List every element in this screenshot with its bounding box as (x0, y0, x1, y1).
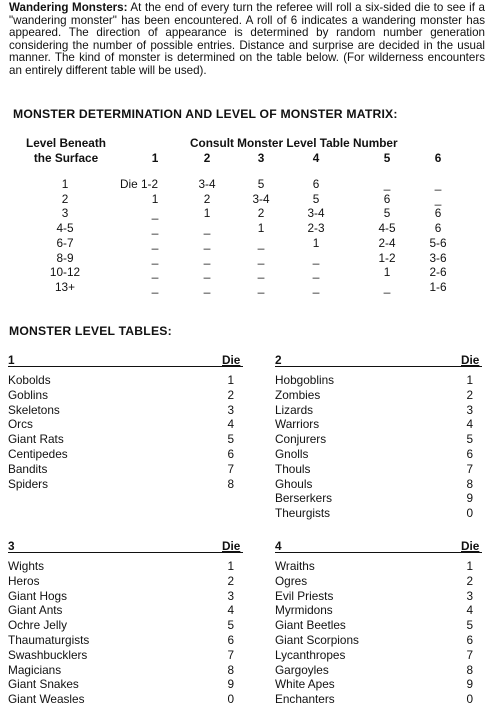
monster-name: Hobgoblins (275, 373, 335, 387)
monster-name: Warriors (275, 417, 320, 432)
matrix-column-header: 4 (312, 151, 320, 165)
die-roll-value: 8 (227, 662, 234, 677)
monster-table-2 (275, 353, 482, 523)
die-roll-value: 6 (227, 633, 234, 647)
matrix-cell: _ (151, 250, 159, 265)
die-roll-value: 4 (466, 417, 473, 432)
matrix-column-header: 1 (151, 151, 159, 165)
monster-name: Ogres (275, 573, 308, 588)
matrix-cell: 6 (312, 177, 320, 191)
table-number: 3 (8, 539, 15, 553)
matrix-cell: _ (312, 279, 320, 294)
matrix-cell: 3-4 (307, 206, 325, 221)
matrix-cell: 2-3 (307, 221, 325, 236)
monster-row (275, 447, 482, 462)
die-roll-value: 2 (227, 573, 234, 588)
matrix-cell: 1 (383, 265, 391, 280)
matrix-cell: _ (434, 191, 442, 206)
monster-row (8, 648, 243, 663)
die-roll-value: 0 (466, 692, 473, 707)
monster-row (275, 677, 482, 692)
monster-name: Theurgists (275, 506, 331, 521)
matrix-cell: 3-4 (198, 177, 216, 191)
die-roll-value: 5 (466, 618, 473, 633)
monster-row (8, 633, 243, 648)
die-roll-value: 9 (466, 491, 473, 506)
matrix-cell: _ (203, 235, 211, 250)
matrix-level-cell: 8-9 (56, 250, 74, 265)
die-roll-value: 1 (466, 559, 473, 573)
die-header: Die (461, 539, 480, 553)
matrix-cell: _ (257, 250, 265, 265)
monster-row (275, 559, 482, 574)
matrix-cell: _ (312, 250, 320, 265)
matrix-level-cell: 3 (61, 206, 69, 221)
matrix-cell: 2 (257, 206, 265, 221)
monster-name: Giant Snakes (8, 677, 79, 692)
monster-row (275, 491, 482, 506)
matrix-cell: 1-2 (378, 250, 396, 265)
matrix-cell: 1 (312, 235, 320, 250)
monster-table-4 (275, 539, 482, 709)
monster-row (8, 388, 243, 403)
die-roll-value: 3 (227, 402, 234, 417)
monster-row (275, 574, 482, 589)
monster-name: Giant Rats (8, 432, 64, 447)
monster-row (275, 373, 482, 388)
die-roll-value: 3 (466, 588, 473, 603)
matrix-cell: 6 (434, 221, 442, 236)
matrix-cell: _ (203, 265, 211, 280)
die-header: Die (222, 353, 241, 367)
monster-name: Heros (8, 573, 40, 588)
matrix-cell: 2-6 (429, 265, 447, 280)
matrix-column-header: 2 (203, 151, 211, 165)
die-roll-value: 5 (466, 432, 473, 447)
die-roll-value: 3 (466, 402, 473, 417)
matrix-cell: _ (312, 265, 320, 280)
matrix-cell: 1-6 (429, 279, 447, 294)
die-roll-value: 6 (466, 633, 473, 647)
matrix-cell: 1 (151, 191, 159, 206)
die-roll-value: 7 (227, 461, 234, 476)
die-roll-value: 4 (227, 417, 234, 432)
matrix-column-header: 5 (383, 151, 391, 165)
die-roll-value: 6 (466, 447, 473, 461)
die-roll-value: 0 (227, 692, 234, 707)
matrix-level-cell: 6-7 (56, 235, 74, 250)
die-roll-value: 3 (227, 588, 234, 603)
monster-row (275, 633, 482, 648)
monster-row (8, 462, 243, 477)
matrix-cell: 3-4 (252, 191, 270, 206)
monster-row (275, 603, 482, 618)
monster-row (275, 648, 482, 663)
die-roll-value: 7 (227, 647, 234, 662)
matrix-level-cell: 4-5 (56, 221, 74, 236)
monster-name: Zombies (275, 387, 321, 402)
monster-name: Gnolls (275, 447, 309, 461)
matrix-cell: _ (434, 177, 442, 191)
matrix-cell: 5 (312, 191, 320, 206)
die-roll-value: 8 (466, 662, 473, 677)
matrix-cell: 3-6 (429, 250, 447, 265)
monster-name: Giant Weasles (8, 692, 85, 707)
monster-name: Giant Beetles (275, 618, 346, 633)
monster-name: Myrmidons (275, 603, 333, 618)
monster-name: Gargoyles (275, 662, 329, 677)
monster-name: Skeletons (8, 402, 60, 417)
matrix-cell: 5 (383, 206, 391, 221)
matrix-column-header: 6 (434, 151, 442, 165)
monster-name: Swashbucklers (8, 647, 88, 662)
wandering-monsters-paragraph (9, 2, 485, 77)
die-roll-value: 8 (227, 476, 234, 491)
monster-row (8, 417, 243, 432)
monster-row (8, 692, 243, 707)
matrix-cell: 2-4 (378, 235, 396, 250)
monster-row (275, 506, 482, 521)
monster-name: Thaumaturgists (8, 633, 90, 647)
monster-name: Giant Hogs (8, 588, 68, 603)
matrix-level-cell: 1 (61, 177, 69, 191)
monster-row (8, 574, 243, 589)
monster-name: White Apes (275, 677, 335, 692)
monster-name: Spiders (8, 476, 48, 491)
monster-name: Wights (8, 559, 45, 573)
die-roll-value: 1 (466, 373, 473, 387)
matrix-cell: 4-5 (378, 221, 396, 236)
matrix-cell: _ (383, 279, 391, 294)
monster-row (8, 373, 243, 388)
matrix-cell: _ (257, 235, 265, 250)
matrix-cell: _ (383, 177, 391, 191)
monster-name: Conjurers (275, 432, 327, 447)
monster-name: Ghouls (275, 476, 313, 491)
monster-row (275, 462, 482, 477)
matrix-title: MONSTER DETERMINATION AND LEVEL OF MONSTER MATRIX: (13, 107, 398, 121)
monster-row (275, 432, 482, 447)
intro-text: At the end of every turn the referee will roll a six-sided die to see if a "wandering monster" has been encountered. A roll of 6 indicates a wandering monster has appeared. The direction of appearance is determined by random number generation considering the number of possible entries. Distance and surprise are decided in the usual manner. The kind of monster is determined on the table below. (For wilderness encounters an entirely different table will be used). (9, 1, 485, 77)
monster-row (8, 677, 243, 692)
table-number: 4 (275, 539, 282, 553)
die-roll-value: 4 (227, 603, 234, 618)
monster-name: Berserkers (275, 491, 333, 506)
matrix-cell: _ (257, 265, 265, 280)
die-roll-value: 1 (227, 559, 234, 573)
die-roll-value: 5 (227, 618, 234, 633)
matrix-cell: _ (151, 279, 159, 294)
monster-row (8, 447, 243, 462)
monster-row (275, 417, 482, 432)
monster-name: Centipedes (8, 447, 68, 461)
matrix-column-header: 3 (257, 151, 265, 165)
die-roll-value: 1 (227, 373, 234, 387)
die-header: Die (222, 539, 241, 553)
matrix-cell: _ (257, 279, 265, 294)
monster-name: Kobolds (8, 373, 51, 387)
monster-row (8, 432, 243, 447)
die-roll-value: 5 (227, 432, 234, 447)
table-rule (8, 552, 243, 553)
matrix-level-cell: 10-12 (49, 265, 81, 280)
matrix-cell: _ (203, 250, 211, 265)
monster-row (275, 692, 482, 707)
die-roll-value: 2 (227, 387, 234, 402)
monster-table-1 (8, 353, 243, 503)
monster-row (275, 618, 482, 633)
level-tables-title: MONSTER LEVEL TABLES: (9, 324, 172, 338)
matrix-cell: _ (203, 279, 211, 294)
monster-name: Lycanthropes (275, 647, 346, 662)
monster-row (275, 388, 482, 403)
die-roll-value: 4 (466, 603, 473, 618)
matrix-cell: _ (203, 221, 211, 236)
matrix-cell: 1 (203, 206, 211, 221)
monster-name: Wraiths (275, 559, 315, 573)
table-rule (275, 366, 482, 367)
matrix-cell: _ (151, 221, 159, 236)
die-roll-value: 7 (466, 461, 473, 476)
monster-row (8, 403, 243, 418)
die-roll-value: 2 (466, 573, 473, 588)
matrix-cell: Die 1-2 (119, 177, 159, 191)
matrix-cell: 5-6 (429, 235, 447, 250)
matrix-cell: 2 (203, 191, 211, 206)
table-rule (275, 552, 482, 553)
consult-header: Consult Monster Level Table Number (190, 136, 398, 150)
matrix-cell: _ (151, 265, 159, 280)
table-number: 2 (275, 353, 282, 367)
die-roll-value: 8 (466, 476, 473, 491)
level-header-line1: Level Beneath (26, 136, 106, 150)
level-header-line2: the Surface (33, 151, 99, 165)
monster-row (8, 559, 243, 574)
monster-name: Magicians (8, 662, 62, 677)
monster-row (8, 663, 243, 678)
die-roll-value: 2 (466, 387, 473, 402)
table-rule (8, 366, 243, 367)
matrix-cell: _ (151, 235, 159, 250)
monster-row (275, 589, 482, 604)
monster-name: Goblins (8, 387, 48, 402)
matrix-level-cell: 2 (61, 191, 69, 206)
die-roll-value: 0 (466, 506, 473, 521)
monster-name: Orcs (8, 417, 33, 432)
monster-row (8, 589, 243, 604)
monster-row (275, 663, 482, 678)
monster-row (8, 603, 243, 618)
monster-name: Enchanters (275, 692, 335, 707)
monster-name: Giant Scorpions (275, 633, 359, 647)
monster-name: Lizards (275, 402, 314, 417)
die-roll-value: 9 (466, 677, 473, 692)
die-header: Die (461, 353, 480, 367)
monster-name: Evil Priests (275, 588, 334, 603)
monster-name: Bandits (8, 461, 48, 476)
matrix-level-cell: 13+ (54, 279, 75, 294)
matrix-cell: _ (151, 206, 159, 221)
die-roll-value: 7 (466, 647, 473, 662)
monster-row (275, 477, 482, 492)
monster-table-3 (8, 539, 243, 709)
matrix-cell: 5 (257, 177, 265, 191)
table-number: 1 (8, 353, 15, 367)
monster-row (8, 477, 243, 492)
matrix-cell: 1 (257, 221, 265, 236)
monster-row (275, 403, 482, 418)
matrix-cell: 6 (383, 191, 391, 206)
monster-row (8, 618, 243, 633)
matrix-cell: 6 (434, 206, 442, 221)
monster-name: Giant Ants (8, 603, 63, 618)
intro-lead: Wandering Monsters: (9, 1, 128, 14)
monster-name: Ochre Jelly (8, 618, 68, 633)
die-roll-value: 9 (227, 677, 234, 692)
die-roll-value: 6 (227, 447, 234, 461)
monster-name: Thouls (275, 461, 311, 476)
